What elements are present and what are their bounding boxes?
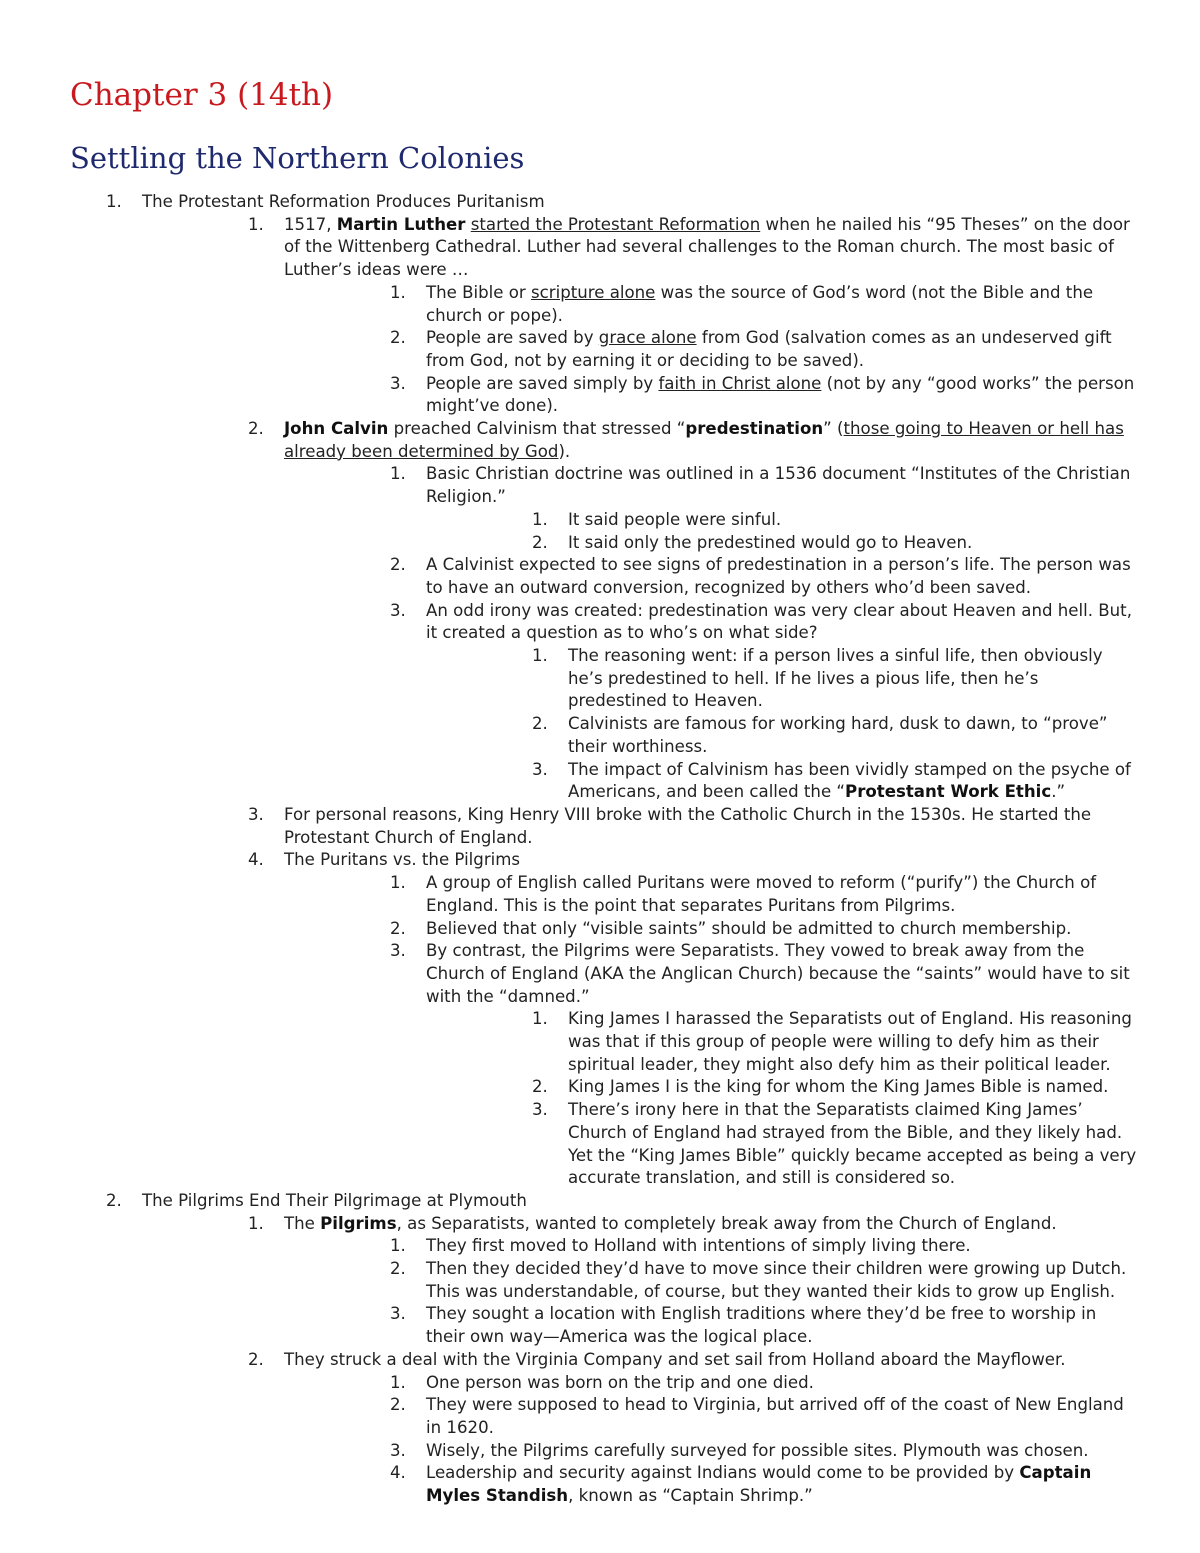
list-number: 1.: [106, 192, 122, 211]
list-item: [354, 463, 1140, 554]
bold-term: predestination: [685, 419, 824, 439]
outline-list: [70, 191, 1140, 1508]
list-item: [496, 1099, 1140, 1190]
list-item: [212, 1213, 1140, 1349]
text-run: , as Separatists, wanted to completely break away from the Church of England.: [396, 1213, 1057, 1233]
list-number: 2.: [532, 1077, 548, 1097]
list-text: [426, 919, 1071, 938]
underlined-term: faith in Christ alone: [658, 373, 822, 393]
text-run: It said only the predestined would go to Heaven.: [568, 532, 973, 552]
list-text: [426, 283, 1093, 325]
bold-term: Pilgrims: [320, 1213, 397, 1233]
outline-level-3: [212, 1235, 1140, 1349]
text-run: The: [284, 1213, 321, 1233]
list-number: 1.: [532, 646, 548, 666]
list-item: [212, 214, 1140, 418]
list-number: 1.: [532, 1009, 548, 1029]
list-number: 2.: [248, 1349, 264, 1369]
list-text: [426, 555, 1131, 597]
list-item: [496, 713, 1140, 758]
list-number: 4.: [248, 850, 264, 870]
list-number: 2.: [106, 1190, 122, 1210]
list-number: 2.: [532, 532, 548, 552]
text-run: King James I harassed the Separatists out of England. His reasoning was that if this group of people were willing to defy him as their spiritual leader, they might also defy him as their political leader.: [568, 1009, 1132, 1074]
list-item: [496, 645, 1140, 713]
list-text: [426, 464, 1130, 506]
text-run: King James I is the king for whom the King James Bible is named.: [568, 1077, 1109, 1097]
outline-level-3: [212, 872, 1140, 1190]
list-text: [284, 419, 1124, 461]
text-run: Leadership and security against Indians would come to be provided by: [426, 1463, 1020, 1483]
list-number: 2.: [390, 1259, 406, 1279]
list-item: [354, 1462, 1140, 1507]
list-number: 3.: [390, 941, 406, 961]
list-item: [354, 940, 1140, 1190]
text-run: .”: [1051, 782, 1066, 802]
text-run: The impact of Calvinism has been vividly stamped on the psyche of Americans, and been called the “: [568, 759, 1131, 802]
text-run: The Bible or: [426, 282, 532, 302]
text-run: They struck a deal with the Virginia Company and set sail from Holland aboard the Mayflower.: [284, 1349, 1066, 1369]
bold-term: Captain Myles Standish: [426, 1463, 1092, 1506]
list-item: [496, 1008, 1140, 1076]
text-run: A Calvinist expected to see signs of predestination in a person’s life. The person was to have an outward conversion, recognized by others who’d been saved.: [426, 555, 1131, 597]
text-run: was the source of God’s word (not the Bible and the church or pope).: [426, 282, 1094, 325]
list-number: 2.: [390, 555, 406, 575]
bold-term: Protestant Work Ethic: [845, 782, 1052, 802]
underlined-term: grace alone: [598, 328, 697, 348]
outline-level-2: [70, 1213, 1140, 1508]
list-number: 3.: [532, 759, 548, 779]
list-number: 1.: [390, 464, 406, 484]
list-text: [568, 760, 1131, 802]
list-text: [426, 374, 1134, 416]
list-number: 2.: [390, 1395, 406, 1415]
text-run: A group of English called Puritans were moved to reform (“purify”) the Church of England. This is the point that separates Puritans from Pilgrims.: [426, 873, 1097, 915]
list-number: 1.: [390, 282, 406, 302]
list-item: [354, 282, 1140, 327]
outline-level-1: [70, 191, 1140, 1508]
list-text: [284, 850, 520, 869]
underlined-term: those going to Heaven or hell has already been determined by God: [284, 419, 1124, 461]
chapter-title: Chapter 3 (14th): [70, 77, 334, 113]
outline-level-3: [212, 282, 1140, 418]
list-number: 2.: [532, 714, 548, 734]
list-number: 1.: [248, 1213, 264, 1233]
list-item: [212, 418, 1140, 804]
list-item: [496, 509, 1140, 532]
list-text: [426, 328, 1112, 370]
list-number: 1.: [390, 1236, 406, 1256]
list-text: The Pilgrims End Their Pilgrimage at Plymouth: [142, 1190, 527, 1210]
text-run: People are saved by: [426, 328, 599, 348]
list-text: [426, 1463, 1091, 1505]
list-text: [568, 510, 781, 529]
list-text: [568, 1009, 1132, 1073]
text-run: They were supposed to head to Virginia, but arrived off of the coast of New England in 1620.: [426, 1395, 1124, 1437]
list-item: [354, 1440, 1140, 1463]
text-run: Believed that only “visible saints” should be admitted to church membership.: [426, 918, 1072, 938]
list-text: [568, 714, 1108, 756]
list-item: [354, 1235, 1140, 1258]
list-item: [496, 759, 1140, 804]
list-number: 1.: [390, 1372, 406, 1392]
list-text: [426, 873, 1096, 915]
list-text: [426, 1441, 1089, 1460]
text-run: ” (: [823, 419, 844, 439]
list-item: [354, 327, 1140, 372]
list-item: [354, 1303, 1140, 1348]
bold-term: Martin Luther: [336, 214, 466, 234]
text-run: There’s irony here in that the Separatists claimed King James’ Church of England had strayed from the Bible, and they likely had. Yet the “King James Bible” quickly became accepted as being a very accurate translation, and still is considered so.: [568, 1100, 1137, 1188]
text-run: 1517,: [284, 214, 337, 234]
list-item: [354, 918, 1140, 941]
text-run: , known as “Captain Shrimp.”: [568, 1486, 813, 1506]
list-text: [426, 1236, 971, 1255]
list-text: [284, 1214, 1057, 1233]
list-text: [568, 533, 972, 552]
outline-level-4: [354, 1008, 1140, 1190]
list-number: 4.: [390, 1463, 406, 1483]
text-run: One person was born on the trip and one died.: [426, 1372, 814, 1392]
list-item: [212, 1349, 1140, 1508]
text-run: Wisely, the Pilgrims carefully surveyed for possible sites. Plymouth was chosen.: [426, 1440, 1089, 1460]
list-text: [426, 1395, 1124, 1437]
text-run: By contrast, the Pilgrims were Separatists. They vowed to break away from the Church of England (AKA the Anglican Church) because the “saints” would have to sit with the “damned.”: [426, 941, 1130, 1006]
list-text: [284, 1350, 1066, 1369]
list-number: 1.: [390, 873, 406, 893]
list-text: [568, 1077, 1108, 1096]
chapter-subtitle: Settling the Northern Colonies: [70, 141, 525, 175]
list-item: [354, 1372, 1140, 1395]
text-run: It said people were sinful.: [568, 509, 782, 529]
text-run: For personal reasons, King Henry VIII broke with the Catholic Church in the 1530s. He started the Protestant Church of England.: [284, 804, 1092, 847]
list-text: [284, 215, 1130, 279]
document-page: [70, 75, 1140, 1508]
list-number: 2.: [390, 918, 406, 938]
text-run: People are saved simply by: [426, 373, 659, 393]
list-text: [426, 1373, 814, 1392]
list-item: [354, 600, 1140, 804]
list-item: [354, 1258, 1140, 1303]
list-item: [496, 532, 1140, 555]
outline-level-3: [212, 463, 1140, 804]
text-run: (not by any “good works” the person might’ve done).: [426, 373, 1135, 416]
list-number: 3.: [390, 1440, 406, 1460]
list-text: [426, 1304, 1096, 1346]
list-item: [354, 1394, 1140, 1439]
list-item: [354, 872, 1140, 917]
list-number: 3.: [390, 373, 406, 393]
outline-level-4: [354, 645, 1140, 804]
text-run: ).: [558, 441, 571, 461]
list-item: [212, 804, 1140, 849]
underlined-term: scripture alone: [531, 282, 656, 302]
list-number: 3.: [532, 1100, 548, 1120]
list-item: [70, 191, 1140, 1190]
list-item: [212, 849, 1140, 1190]
list-text: [568, 1100, 1136, 1187]
list-number: 3.: [248, 804, 264, 824]
list-number: 2.: [248, 419, 264, 439]
text-run: The Puritans vs. the Pilgrims: [284, 850, 521, 870]
text-run: The reasoning went: if a person lives a sinful life, then obviously he’s predestined to hell. If he lives a pious life, then he’s predestined to Heaven.: [568, 646, 1103, 711]
list-text: [426, 941, 1130, 1005]
list-number: 1.: [532, 509, 548, 529]
text-run: when he nailed his “95 Theses” on the door of the Wittenberg Cathedral. Luther had several challenges to the Roman church. The most basic of Luther’s ideas were …: [284, 214, 1130, 280]
list-number: 3.: [390, 600, 406, 620]
list-text: [426, 601, 1132, 643]
list-text: [426, 1259, 1126, 1301]
list-item: [70, 1190, 1140, 1508]
text-run: They sought a location with English traditions where they’d be free to worship in their own way—America was the logical place.: [426, 1304, 1097, 1347]
list-number: 3.: [390, 1304, 406, 1324]
list-text: The Protestant Reformation Produces Puritanism: [142, 192, 545, 211]
outline-level-3: [212, 1372, 1140, 1508]
list-text: [568, 646, 1103, 710]
list-item: [354, 554, 1140, 599]
list-item: [354, 373, 1140, 418]
list-number: 2.: [390, 328, 406, 348]
text-run: preached Calvinism that stressed “: [388, 419, 686, 439]
bold-term: John Calvin: [284, 419, 389, 439]
outline-level-4: [354, 509, 1140, 554]
outline-level-2: [70, 214, 1140, 1190]
text-run: Then they decided they’d have to move since their children were growing up Dutch. This was understandable, of course, but they wanted their kids to grow up English.: [426, 1259, 1127, 1301]
text-run: They first moved to Holland with intentions of simply living there.: [426, 1236, 971, 1256]
list-text: [284, 805, 1091, 847]
list-item: [496, 1076, 1140, 1099]
text-run: Basic Christian doctrine was outlined in a 1536 document “Institutes of the Christian Religion.”: [426, 464, 1131, 507]
underlined-term: started the Protestant Reformation: [470, 214, 761, 234]
text-run: from God (salvation comes as an undeserved gift from God, not by earning it or deciding to be saved).: [426, 328, 1112, 370]
list-number: 1.: [248, 214, 264, 234]
text-run: An odd irony was created: predestination was very clear about Heaven and hell. But, it created a question as to who’s on what side?: [426, 600, 1132, 643]
text-run: Calvinists are famous for working hard, dusk to dawn, to “prove” their worthiness.: [568, 714, 1108, 756]
